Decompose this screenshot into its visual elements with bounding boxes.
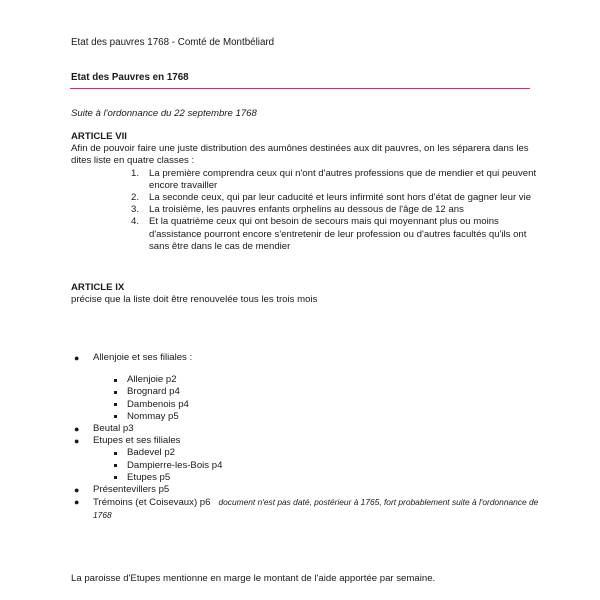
class-number: 3. [131, 204, 140, 216]
square-bullet-icon [114, 415, 117, 418]
place-item [71, 496, 541, 522]
article-ix-text: précise que la liste doit être renouvelée tous les trois mois [71, 294, 318, 306]
places-list [71, 352, 541, 523]
subplace-item [71, 460, 541, 472]
place-item [71, 423, 541, 435]
footer-note: La paroisse d'Etupes mentionne en marge le montant de l'aide apportée par semaine. [71, 573, 436, 584]
subplace-item [71, 411, 541, 423]
subplace-label: Dampierre-les-Bois p4 [127, 459, 223, 471]
class-text: La première comprendra ceux qui n'ont d'autres professions que de mendier et qui peuvent encore travailler [149, 167, 537, 191]
place-item [71, 484, 541, 496]
class-item [71, 204, 541, 216]
class-text: La seconde ceux, qui par leur caducité et leurs infirmité sont hors d'état de gagner leur vie [149, 192, 532, 204]
subtitle: Suite à l'ordonnance du 22 septembre 1768 [71, 108, 257, 119]
place-label: Etupes et ses filiales [93, 435, 181, 447]
title-rule [70, 88, 530, 89]
article-vii-intro: Afin de pouvoir faire une juste distribution des aumônes destinées aux dit pauvres, on les séparera dans les dites liste en quatre classes : [71, 143, 529, 167]
subplace-item [71, 374, 541, 386]
square-bullet-icon [114, 452, 117, 455]
classes-list [71, 168, 541, 253]
square-bullet-icon [114, 379, 117, 382]
section-title: Etat des Pauvres en 1768 [71, 72, 189, 83]
bullet-icon: ● [74, 497, 80, 508]
square-bullet-icon [114, 403, 117, 406]
subplace-label: Nommay p5 [127, 410, 179, 422]
place-label: Présentevillers p5 [93, 484, 170, 496]
article-ix [71, 282, 317, 306]
bullet-icon: ● [74, 485, 80, 496]
subplace-item [71, 399, 541, 411]
article-vii [71, 131, 541, 253]
class-number: 4. [131, 216, 140, 228]
page-header: Etat des pauvres 1768 - Comté de Montbéliard [71, 37, 275, 48]
square-bullet-icon [114, 476, 117, 479]
place-label: Trémoins (et Coisevaux) p6 [93, 497, 211, 509]
class-item [71, 192, 541, 204]
subplace-label: Etupes p5 [127, 471, 171, 483]
bullet-icon: ● [74, 353, 80, 363]
subplace-item [71, 447, 541, 459]
class-item [71, 216, 541, 253]
class-number: 2. [131, 192, 140, 204]
bullet-icon: ● [74, 424, 80, 435]
subplace-label: Dambenois p4 [127, 398, 189, 410]
class-text: La troisième, les pauvres enfants orphelins au dessous de l'âge de 12 ans [149, 204, 464, 216]
place-item [71, 352, 541, 364]
subplace-label: Badevel p2 [127, 447, 176, 459]
place-label: Allenjoie et ses filiales : [93, 352, 193, 363]
class-item [71, 168, 541, 192]
square-bullet-icon [114, 464, 117, 467]
article-vii-heading: ARTICLE VII [71, 131, 127, 142]
subplace-item [71, 386, 541, 398]
subplace-item [71, 472, 541, 484]
subplace-label: Allenjoie p2 [127, 374, 177, 386]
class-text: Et la quatrième ceux qui ont besoin de secours mais qui moyennant plus ou moins d'assistance pourront encore s'entretenir de leur profession ou d'autres facultés qu'ils ont sans être dans le cas de mendier [149, 216, 527, 252]
bullet-icon: ● [74, 436, 80, 447]
place-note: document n'est pas daté, postérieur à 1765, fort probablement suite à l'ordonnance de 1768 [93, 497, 539, 521]
article-ix-heading: ARTICLE IX [71, 282, 125, 293]
place-item [71, 435, 541, 447]
square-bullet-icon [114, 391, 117, 394]
place-label: Beutal p3 [93, 423, 134, 435]
class-number: 1. [131, 167, 140, 179]
subplace-label: Brognard p4 [127, 386, 180, 398]
